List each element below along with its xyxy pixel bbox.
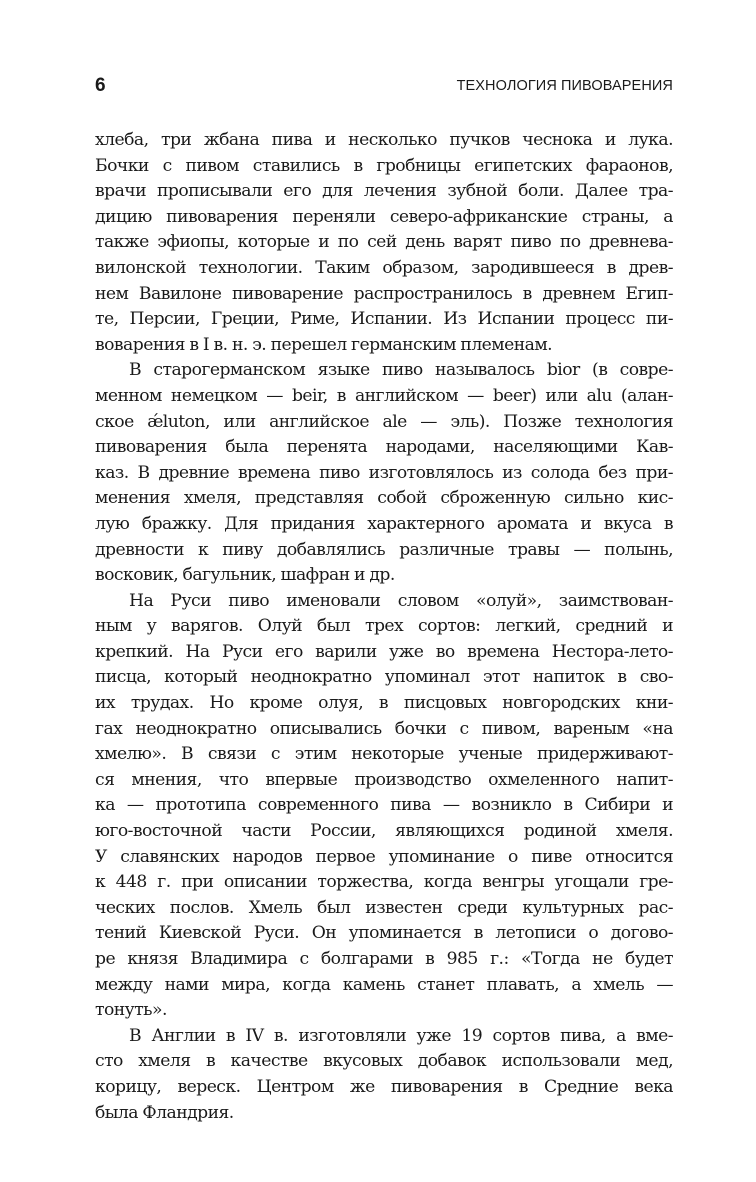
text-line: тений Киевской Руси. Он упоминается в летописи о догово- [95,923,673,944]
text-line: менения хмеля, представляя собой сброженную сильно кис- [95,488,673,509]
text-line: гах неоднократно описывались бочки с пивом, вареным «на [95,718,673,739]
text-line: ка — прототипа современного пива — возникло в Сибири и [95,795,673,816]
text-line: На Руси пиво именовали словом «олуй», заимствован- [129,590,673,611]
text-line: дицию пивоварения переняли северо-африканские страны, а [95,206,673,227]
text-line: их трудах. Но кроме олуя, в писцовых новгородских кни- [95,693,673,714]
text-line: также эфиопы, которые и по сей день варят пиво по древнева- [95,232,673,253]
text-line: менном немецком — beir, в английском — beer) или alu (алан- [95,385,673,406]
text-line: между нами мира, когда камень станет плавать, а хмель — [95,974,673,995]
text-line: ным у варягов. Олуй был трех сортов: легкий, средний и [95,616,673,637]
text-line: хмелю». В связи с этим некоторые ученые придерживают- [95,744,673,765]
paragraph-2 [95,358,673,588]
text-line: нем Вавилоне пивоварение распространилось в древнем Егип- [95,283,673,304]
text-line: У славянских народов первое упоминание о пиве относится [95,846,673,867]
paragraph-4 [95,1024,673,1126]
text-line: тонуть». [95,1000,167,1021]
text-line: лую бражку. Для придания характерного аромата и вкуса в [95,513,673,534]
text-line: В старогерманском языке пиво называлось bior (в совре- [129,360,673,381]
text-line: те, Персии, Греции, Риме, Испании. Из Испании процесс пи- [95,309,673,330]
text-line: врачи прописывали его для лечения зубной боли. Далее тра- [95,181,673,202]
text-line: воварения в I в. н. э. перешел германским племенам. [95,334,553,355]
text-line: писца, который неоднократно упоминал этот напиток в сво- [95,667,673,688]
text-line: была Фландрия. [95,1102,234,1123]
page-header [95,72,673,100]
text-line: каз. В древние времена пиво изготовлялось из солода без при- [95,462,673,483]
text-line: ское ǽluton, или английское ale — эль). Позже технология [95,411,673,432]
text-line: ся мнения, что впервые производство охмеленного напит- [95,769,673,790]
text-line: ре князя Владимира с болгарами в 985 г.: «Тогда не будет [95,949,673,969]
running-title: ТЕХНОЛОГИЯ ПИВОВАРЕНИЯ [456,78,673,94]
page-body [95,128,673,1126]
text-line: сто хмеля в качестве вкусовых добавок использовали мед, [95,1051,673,1072]
text-line: древности к пиву добавлялись различные травы — полынь, [95,539,673,560]
text-line: крепкий. На Руси его варили уже во времена Нестора-лето- [95,641,673,662]
text-line: хлеба, три жбана пива и несколько пучков чеснока и лука. [95,130,673,150]
paragraph-3 [95,589,673,1024]
text-line: корицу, вереск. Центром же пивоварения в Средние века [95,1076,673,1097]
page-number: 6 [95,75,106,96]
paragraph-1 [95,128,673,358]
text-line: В Англии в IV в. изготовляли уже 19 сортов пива, а вме- [129,1025,673,1046]
text-line: к 448 г. при описании торжества, когда венгры угощали гре- [95,872,673,893]
text-line: Бочки с пивом ставились в гробницы египетских фараонов, [95,155,673,176]
text-line: юго-восточной части России, являющихся родиной хмеля. [95,821,673,842]
text-line: ческих послов. Хмель был известен среди культурных рас- [95,897,673,918]
text-line: восковик, багульник, шафран и др. [95,565,395,586]
text-line: вилонской технологии. Таким образом, зародившееся в древ- [95,257,673,278]
text-line: пивоварения была перенята народами, населяющими Кав- [95,437,673,458]
